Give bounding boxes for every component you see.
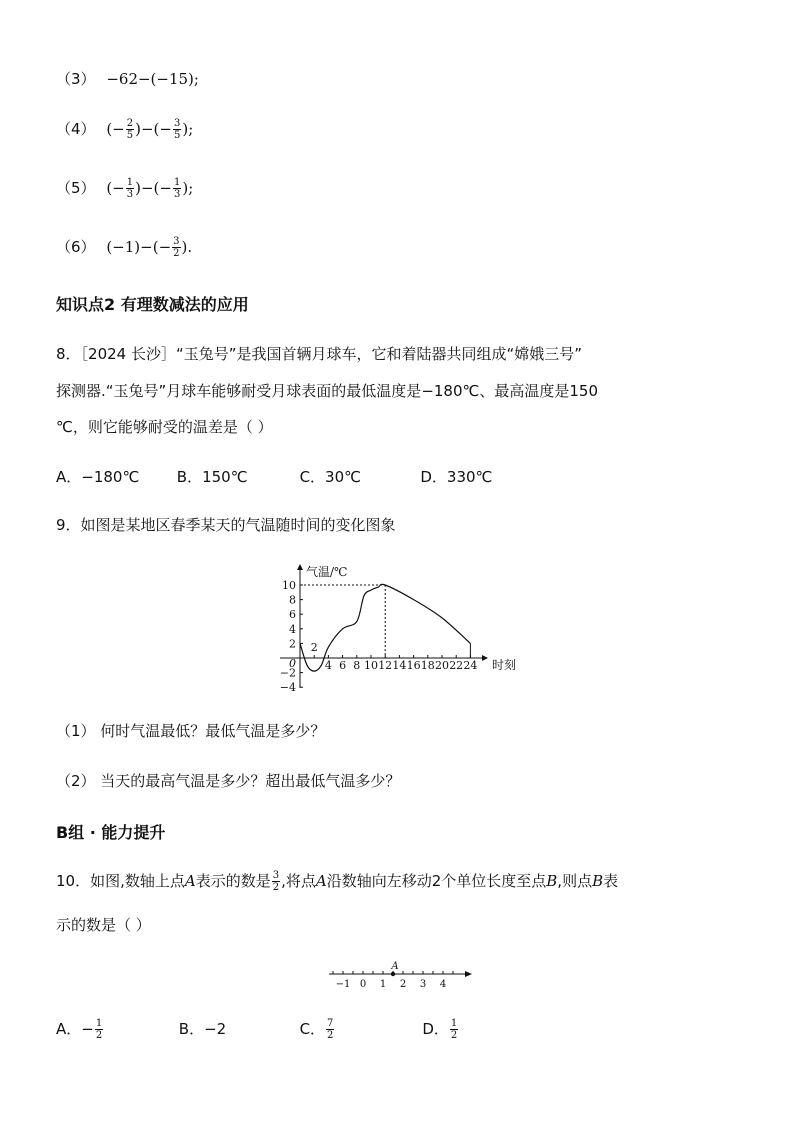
number-line-tick-label: 4 <box>439 979 447 990</box>
q10-text: 表示的数是 <box>195 872 271 890</box>
y-tick-label: 4 <box>289 622 296 636</box>
x-tick-label: 24 <box>463 659 478 672</box>
x-tick-label: 12 <box>378 659 393 672</box>
exercise-3 <box>56 68 199 89</box>
exercise-5 <box>56 177 193 200</box>
exercise-4 <box>56 118 193 141</box>
expr-mid: )−(− <box>135 120 172 138</box>
number-line-tick-label: 0 <box>359 979 367 990</box>
var-b: B <box>546 872 558 890</box>
q10-options <box>56 1018 459 1041</box>
number-line-tick-label: −1 <box>335 979 351 990</box>
var-a: A <box>184 872 196 890</box>
q10-line2: 示的数是（ ） <box>56 916 151 934</box>
expr-start: (−1)−(− <box>106 238 172 256</box>
x-tick-label: 20 <box>435 659 449 672</box>
q10-text: 10．如图,数轴上点 <box>56 872 185 890</box>
number-line-tick-label: 2 <box>399 979 407 990</box>
y-tick-label: 2 <box>289 637 296 651</box>
option-b[interactable]: B．150℃ <box>176 468 248 486</box>
x-tick-label: 6 <box>339 659 347 672</box>
x-tick-label: 22 <box>449 659 464 672</box>
x-tick-label: 14 <box>392 659 407 672</box>
expr-mid: )−(− <box>135 179 172 197</box>
q8-line2: 探测器.“玉兔号”月球车能够耐受月球表面的最低温度是−180℃、最高温度是150 <box>56 382 598 400</box>
exercise-label: （3） <box>56 70 96 88</box>
q9-sub2: （2） 当天的最高气温是多少？超出最低气温多少？ <box>56 772 401 790</box>
expr-open: (− <box>106 120 125 138</box>
var-a: A <box>315 872 327 890</box>
y-tick-label: 8 <box>289 593 296 607</box>
section-heading: 知识点2 有理数减法的应用 <box>56 295 249 314</box>
q10-text: ,将点 <box>281 872 316 890</box>
q8-line1: 8．［2024 长沙］“玉兔号”是我国首辆月球车，它和着陆器共同组成“嫦娥三号” <box>56 345 583 363</box>
option-d[interactable]: D．330℃ <box>420 468 493 486</box>
x-tick-label: 18 <box>420 659 435 672</box>
x-tick-label: 4 <box>324 659 332 672</box>
exercise-6 <box>56 236 192 259</box>
fraction: $\frac{3}{2}$ <box>173 236 180 259</box>
exercise-expression: −62−(−15); <box>106 70 199 88</box>
q10-text: 表 <box>603 872 619 890</box>
expr-end: ); <box>182 120 194 138</box>
x-tick-label: 8 <box>353 659 361 672</box>
fraction: $\frac{1}{3}$ <box>173 177 181 200</box>
y-tick-label: −2 <box>279 666 296 680</box>
y-axis-label: 气温/℃ <box>306 565 348 579</box>
option-c[interactable]: C． $\frac{7}{2}$ <box>299 1018 334 1041</box>
q10-line1 <box>56 870 618 893</box>
q8-line3: ℃，则它能够耐受的温差是（ ） <box>56 418 273 436</box>
y-tick-label: 10 <box>282 579 296 592</box>
fraction: $\frac{3}{5}$ <box>173 118 181 141</box>
fraction: $\frac{3}{2}$ <box>272 870 280 893</box>
q9-sub1: （1） 何时气温最低？最低气温是多少？ <box>56 722 326 740</box>
q9-stem: 9．如图是某地区春季某天的气温随时间的变化图象 <box>56 516 396 534</box>
option-d[interactable]: D． $\frac{1}{2}$ <box>422 1018 458 1041</box>
var-b: B <box>592 872 604 890</box>
exercise-label: （6） <box>56 238 96 256</box>
fraction: $\frac{1}{3}$ <box>126 177 134 200</box>
exercise-label: （4） <box>56 120 96 138</box>
exercise-label: （5） <box>56 179 96 197</box>
x-tick-label: 10 <box>364 659 378 672</box>
point-a-label: A <box>391 961 399 972</box>
point-a <box>391 972 395 976</box>
x-tick-label: 16 <box>406 659 421 672</box>
option-a[interactable]: A．−180℃ <box>56 468 140 486</box>
x-axis-label: 时刻 <box>492 658 517 672</box>
q10-text: 沿数轴向左移动2个单位长度至点 <box>326 872 547 890</box>
x-axis-arrow <box>482 655 488 661</box>
expr-open: (− <box>106 179 125 197</box>
x-tick-label: 2 <box>310 641 318 654</box>
temperature-chart <box>270 556 540 696</box>
option-b[interactable]: B．−2 <box>178 1020 227 1038</box>
option-a[interactable]: A．− $\frac{1}{2}$ <box>56 1018 103 1041</box>
y-axis-arrow <box>297 564 303 570</box>
option-c[interactable]: C．30℃ <box>299 468 361 486</box>
q8-options <box>56 466 492 487</box>
number-line-tick-label: 1 <box>379 979 387 990</box>
q10-text: ,则点 <box>557 872 593 890</box>
expr-end: ); <box>182 179 194 197</box>
number-line-tick-label: 3 <box>419 979 427 990</box>
number-line-arrow <box>465 971 472 977</box>
fraction: $\frac{2}{5}$ <box>126 118 134 141</box>
expr-end: ). <box>181 238 193 256</box>
section-heading-b: B组 · 能力提升 <box>56 823 166 842</box>
number-line <box>325 958 475 992</box>
y-tick-label: 6 <box>289 608 296 622</box>
y-tick-label: −4 <box>279 681 296 695</box>
origin-label: 0 <box>289 657 296 670</box>
